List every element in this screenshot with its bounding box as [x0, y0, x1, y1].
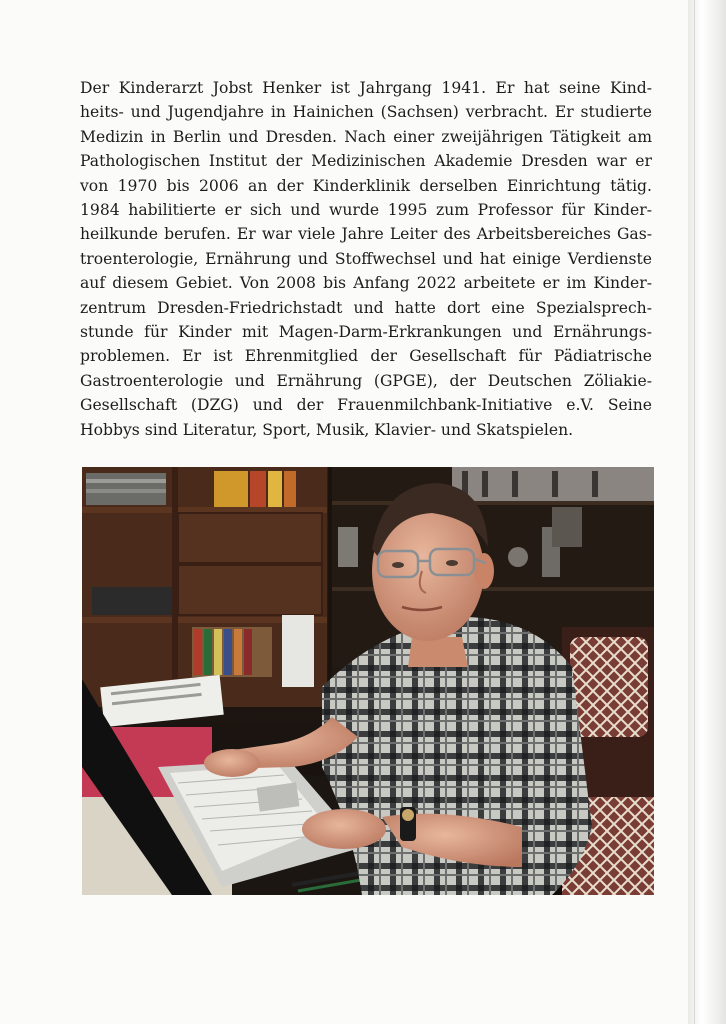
author-biography	[80, 76, 652, 442]
biography-line: Pathologischen Institut der Medizinischen Akademie Dresden war er	[80, 152, 652, 171]
biography-line: 1984 habilitierte er sich und wurde 1995 zum Professor für Kinder-	[80, 201, 652, 220]
author-photo	[82, 467, 654, 895]
biography-line: Hobbys sind Literatur, Sport, Musik, Klavier- und Skatspielen.	[80, 420, 574, 439]
biography-line: stunde für Kinder mit Magen-Darm-Erkrankungen und Ernährungs-	[80, 323, 652, 342]
page-edge-line	[694, 0, 695, 1024]
biography-line: zentrum Dresden-Friedrichstadt und hatte dort eine Spezialsprech-	[80, 298, 652, 317]
author-photo-illustration	[82, 467, 654, 895]
biography-line: Gesellschaft (DZG) und der Frauenmilchbank-Initiative e.V. Seine	[80, 396, 652, 415]
biography-line: heits- und Jugendjahre in Hainichen (Sachsen) verbracht. Er studierte	[80, 103, 652, 122]
biography-line: Der Kinderarzt Jobst Henker ist Jahrgang 1941. Er hat seine Kind-	[80, 79, 652, 97]
biography-line: Medizin in Berlin und Dresden. Nach einer zweijährigen Tätigkeit am	[80, 127, 652, 146]
biography-line: Gastroenterologie und Ernährung (GPGE), der Deutschen Zöliakie-	[80, 371, 652, 390]
biography-line: auf diesem Gebiet. Von 2008 bis Anfang 2022 arbeitete er im Kinder-	[80, 274, 652, 293]
biography-line: troenterologie, Ernährung und Stoffwechsel und hat einige Verdienste	[80, 249, 652, 268]
biography-line: von 1970 bis 2006 an der Kinderklinik derselben Einrichtung tätig.	[80, 176, 652, 195]
biography-line: heilkunde berufen. Er war viele Jahre Leiter des Arbeitsbereiches Gas-	[80, 225, 652, 244]
biography-line: problemen. Er ist Ehrenmitglied der Gesellschaft für Pädiatrische	[80, 347, 652, 366]
